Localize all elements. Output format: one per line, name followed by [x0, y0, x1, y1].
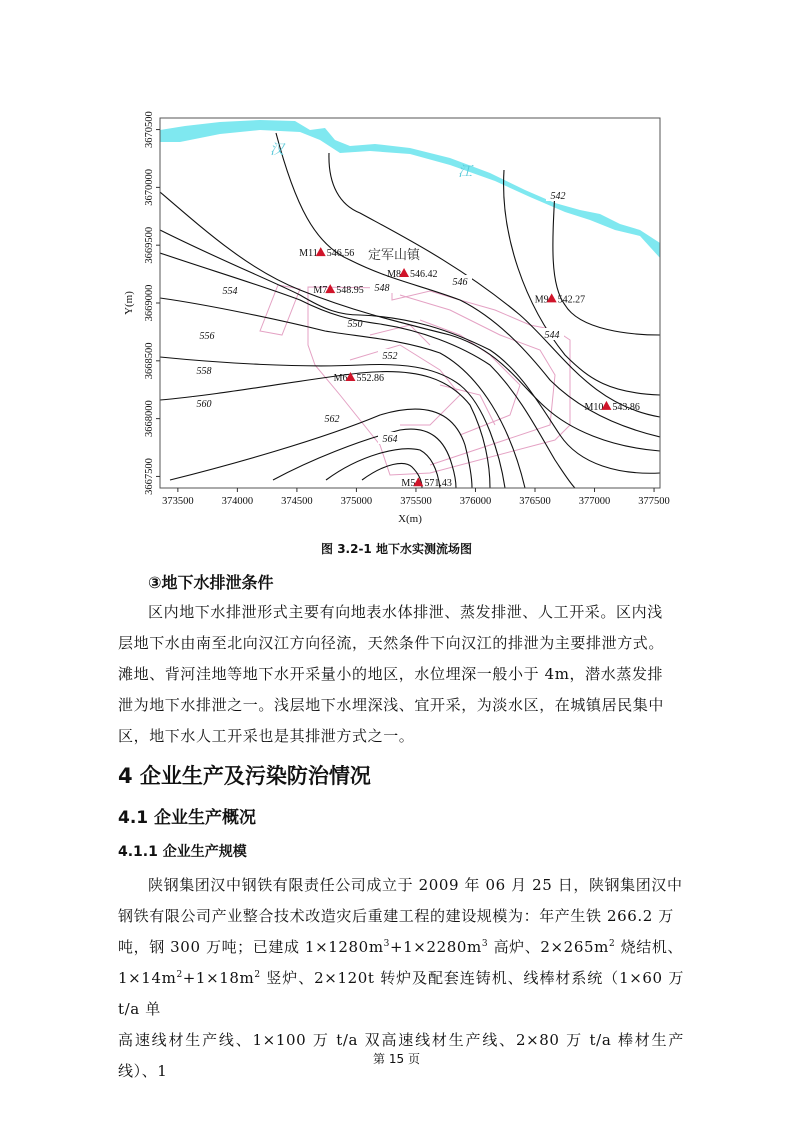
- contour-label-546: 546: [452, 277, 468, 288]
- subsection-title: ③地下水排泄条件: [148, 573, 274, 592]
- groundwater-flow-field-figure: [100, 95, 700, 535]
- well-id-M6: M6: [333, 373, 348, 384]
- x-tick-label: 377000: [578, 496, 611, 507]
- figure-caption: 图 3.2-1 地下水实测流场图: [321, 542, 472, 556]
- para-line: 吨，钢 300 万吨；已建成 $1\times 1280m^3+1\times 2280m^3$ 高炉、$2\times 265m^2$ 烧结机、: [118, 938, 684, 956]
- x-tick-label: 373500: [162, 496, 194, 507]
- y-tick-label: 3670000: [144, 169, 155, 206]
- well-value-M10: 543.86: [612, 401, 640, 413]
- contour-label-542: 542: [550, 191, 566, 202]
- para-line: 滩地、背河洼地等地下水开采量小的地区，水位埋深一般小于 4m，潜水蒸发排: [118, 665, 664, 683]
- x-tick-label: 376500: [519, 496, 551, 507]
- contour-label-550: 550: [347, 319, 363, 330]
- contour-label-548: 548: [374, 283, 390, 294]
- para-line: 高速线材生产线、1×100 万 t/a 双高速线材生产线、2×80 万 t/a 棒材生产线）、1: [118, 1031, 684, 1080]
- town-label: 定军山镇: [368, 248, 421, 263]
- para-line: 陕钢集团汉中钢铁有限责任公司成立于 2009 年 06 月 25 日，陕钢集团汉中: [148, 876, 683, 894]
- x-tick-label: 377500: [638, 496, 670, 507]
- y-tick-label: 3670500: [144, 111, 155, 148]
- contour-label-558: 558: [196, 366, 212, 377]
- para-line: 区内地下水排泄形式主要有向地表水体排泄、蒸发排泄、人工开采。区内浅: [148, 603, 663, 621]
- well-value-M5: 571.43: [424, 478, 452, 490]
- x-tick-label: 375500: [400, 496, 432, 507]
- page-number: 第 15 页: [373, 1052, 420, 1066]
- y-tick-label: 3669500: [144, 226, 155, 264]
- contour-label-560: 560: [196, 399, 212, 410]
- contour-label-556: 556: [199, 331, 215, 342]
- x-tick-label: 374500: [281, 496, 313, 507]
- well-id-M7: M7: [313, 285, 328, 297]
- contour-chart: [100, 95, 700, 535]
- site-boundary: [400, 295, 555, 465]
- site-boundary: [350, 345, 460, 425]
- x-axis-label: X(m): [398, 513, 422, 525]
- y-tick-label: 3667500: [144, 458, 155, 495]
- para-line: $1\times 14m^2+1\times 18m^2$ 竖炉、2×120t 转炉及配套连铸机、线棒材系统（1×60 万 t/a 单: [118, 969, 684, 1018]
- paragraph-discharge: [118, 597, 684, 752]
- contour-label-554: 554: [222, 286, 238, 297]
- heading-section-4-1: 4.1 企业生产概况: [118, 808, 257, 828]
- river-hanjiang: [160, 120, 660, 258]
- well-value-M6: 552.86: [356, 373, 384, 384]
- para-line: 层地下水由南至北向汉江方向径流，天然条件下向汉江的排泄为主要排泄方式。: [118, 634, 665, 652]
- river-label-jiang: 江: [458, 164, 472, 180]
- heading-section-4-1-1: 4.1.1 企业生产规模: [118, 844, 247, 860]
- y-tick-label: 3669000: [144, 284, 155, 322]
- contour-label-552: 552: [382, 351, 398, 362]
- well-value-M9: 542.27: [557, 294, 586, 306]
- y-tick-label: 3668000: [144, 400, 155, 437]
- river-label-han: 汉: [270, 142, 284, 158]
- well-id-M11: M11: [299, 248, 318, 260]
- well-id-M8: M8: [387, 268, 402, 280]
- well-value-M7: 548.95: [336, 285, 364, 297]
- x-tick-label: 374000: [221, 496, 254, 507]
- well-id-M10: M10: [584, 401, 604, 413]
- para-line: 区，地下水人工开采也是其排泄方式之一。: [118, 727, 415, 745]
- para-line: 钢铁有限公司产业整合技术改造灾后重建工程的建设规模为：年产生铁 266.2 万: [118, 907, 674, 925]
- contour-line-544: [504, 170, 660, 395]
- well-value-M11: 546.56: [326, 248, 355, 260]
- y-axis-label: Y(m): [123, 291, 135, 315]
- well-id-M5: M5: [401, 478, 416, 490]
- para-line: 泄为地下水排泄之一。浅层地下水埋深浅、宜开采，为淡水区，在城镇居民集中: [118, 696, 665, 714]
- heading-chapter-4: 4 企业生产及污染防治情况: [118, 764, 371, 788]
- contour-label-562: 562: [324, 414, 340, 425]
- well-value-M8: 546.42: [410, 268, 438, 280]
- contour-label-564: 564: [382, 434, 398, 445]
- x-tick-label: 376000: [459, 496, 492, 507]
- y-tick-label: 3668500: [144, 342, 155, 380]
- well-id-M9: M9: [534, 294, 549, 306]
- x-tick-label: 375000: [340, 496, 373, 507]
- contour-label-544: 544: [544, 330, 560, 341]
